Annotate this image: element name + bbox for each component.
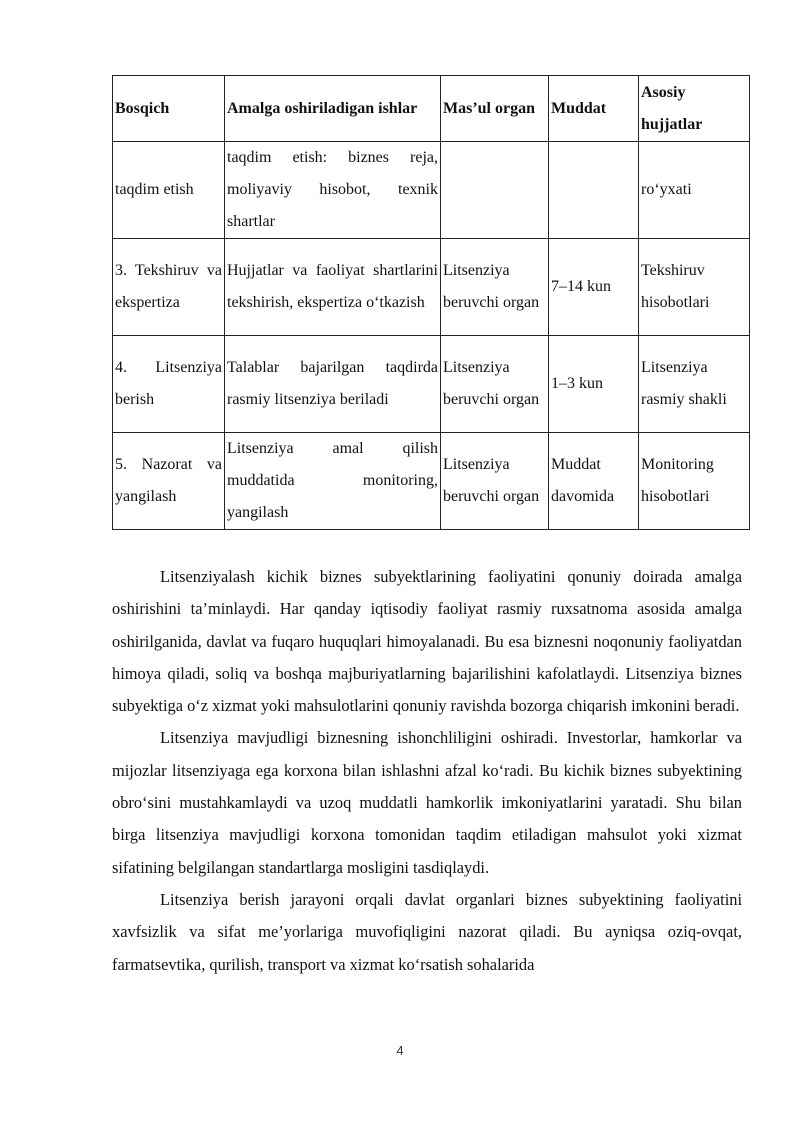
table-row [113,433,750,530]
cell-responsible-body [441,142,549,239]
cell-stage: 4. Litsenziya berish [113,336,225,433]
cell-activities: Litsenziya amal qilish muddatida monitoring, yangilash [225,433,441,530]
body-text [112,561,742,981]
header-duration: Muddat [549,76,639,142]
cell-responsible-body: Litsenziya beruvchi organ [441,336,549,433]
cell-stage: 5. Nazorat va yangilash [113,433,225,530]
cell-documents: Tekshiruv hisobotlari [639,239,750,336]
cell-activities: Talablar bajarilgan taqdirda rasmiy litsenziya beriladi [225,336,441,433]
cell-documents: Monitoring hisobotlari [639,433,750,530]
table-row [113,142,750,239]
cell-stage: taqdim etish [113,142,225,239]
cell-duration: 7–14 kun [549,239,639,336]
cell-responsible-body: Litsenziya beruvchi organ [441,433,549,530]
header-activities: Amalga oshiriladigan ishlar [225,76,441,142]
licensing-stages-table [112,75,750,530]
cell-duration: Muddat davomida [549,433,639,530]
table-row [113,336,750,433]
cell-stage: 3. Tekshiruv va ekspertiza [113,239,225,336]
paragraph: Litsenziya mavjudligi biznesning ishonchliligini oshiradi. Investorlar, hamkorlar va mijozlar litsenziyaga ega korxona bilan ishlashni afzal ko‘radi. Bu kichik biznes subyektining obro‘sini mustahkamlaydi va uzoq muddatli hamkorlik imkoniyatlarini yaratadi. Shu bilan birga litsenziya mavjudligi korxona tomonidan taqdim etiladigan mahsulot yoki xizmat sifatining belgilangan standartlarga mosligini tasdiqlaydi. [112,728,742,877]
header-documents: Asosiy hujjatlar [639,76,750,142]
paragraph: Litsenziya berish jarayoni orqali davlat organlari biznes subyektining faoliyatini xavfsizlik va sifat me’yorlariga muvofiqligini nazorat qiladi. Bu ayniqsa oziq-ovqat, farmatsevtika, qurilish, transport va xizmat ko‘rsatish sohalarida [112,889,742,974]
cell-activities: taqdim etish: biznes reja, moliyaviy hisobot, texnik shartlar [225,142,441,239]
header-responsible-body: Mas’ul organ [441,76,549,142]
page-number: 4 [396,1043,404,1058]
table-header-row [113,76,750,142]
cell-responsible-body: Litsenziya beruvchi organ [441,239,549,336]
cell-documents: ro‘yxati [639,142,750,239]
cell-activities: Hujjatlar va faoliyat shartlarini tekshirish, ekspertiza o‘tkazish [225,239,441,336]
paragraph: Litsenziyalash kichik biznes subyektlarining faoliyatini qonuniy doirada amalga oshirishini ta’minlaydi. Har qanday iqtisodiy faoliyat rasmiy ruxsatnoma asosida amalga oshirilganida, davlat va fuqaro huquqlari himoyalanadi. Bu esa biznesni noqonuniy faoliyatdan himoya qiladi, soliq va boshqa majburiyatlarning bajarilishini kafolatlaydi. Litsenziya biznes subyektiga o‘z xizmat yoki mahsulotlarini qonuniy ravishda bozorga chiqarish imkonini beradi. [112,567,742,716]
header-stage: Bosqich [113,76,225,142]
table-row [113,239,750,336]
cell-documents: Litsenziya rasmiy shakli [639,336,750,433]
cell-duration [549,142,639,239]
cell-duration: 1–3 kun [549,336,639,433]
